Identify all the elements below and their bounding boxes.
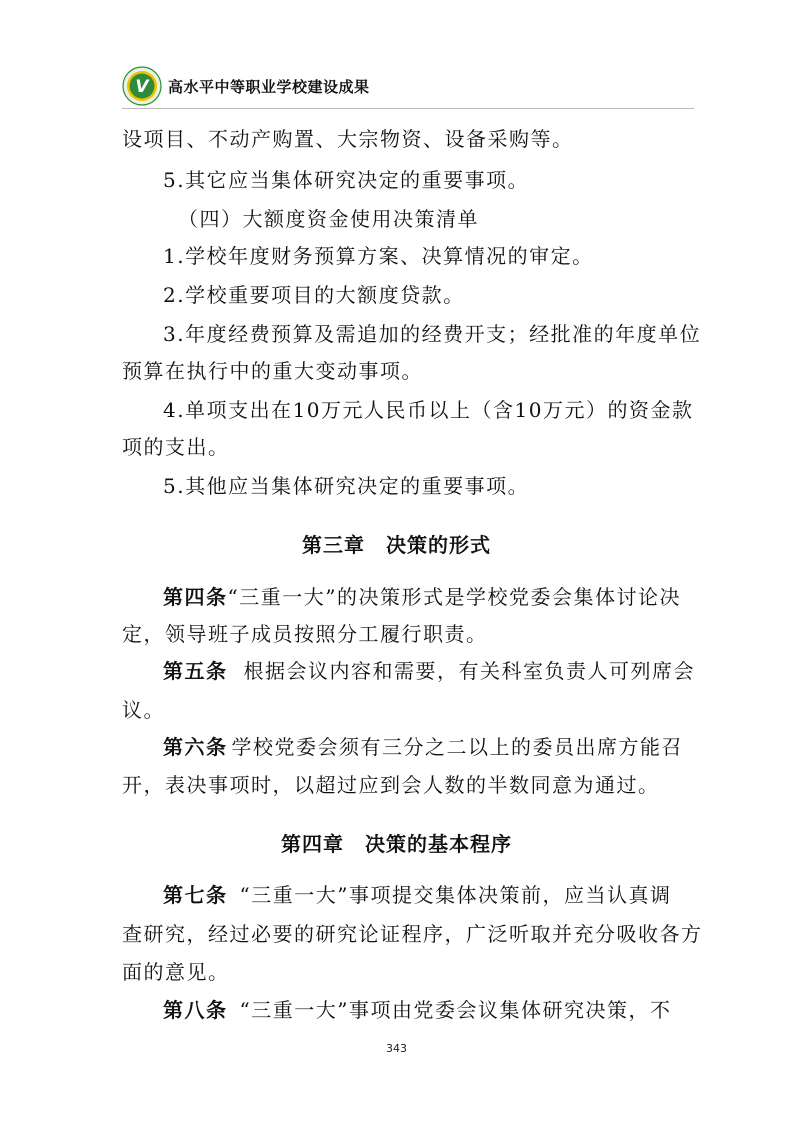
body-line: 查研究，经过必要的研究论证程序，广泛听取并充分吸收各方 (122, 922, 703, 946)
article-label: 第七条 (163, 883, 228, 907)
body-line: 议。 (122, 698, 165, 722)
body-line: 4.单项支出在10万元人民币以上（含10万元）的资金款 (163, 398, 694, 422)
body-line: 项的支出。 (122, 435, 230, 459)
body-line: 3.年度经费预算及需追加的经费开支；经批准的年度单位 (163, 322, 702, 346)
article-text: “三重一大”事项提交集体决策前，应当认真调 (239, 883, 672, 907)
chapter-title: 第三章 决策的形式 (302, 533, 491, 557)
body-line: 设项目、不动产购置、大宗物资、设备采购等。 (122, 127, 574, 151)
article-line (163, 733, 683, 761)
school-logo-icon (122, 66, 162, 106)
article-line (163, 657, 695, 685)
header-divider (122, 108, 694, 109)
body-line: 面的意见。 (122, 960, 230, 984)
article-label: 第四条 (163, 585, 228, 609)
article-line (163, 996, 671, 1024)
article-label: 第八条 (163, 998, 228, 1022)
body-line: 5.其它应当集体研究决定的重要事项。 (163, 168, 530, 192)
article-label: 第六条 (163, 735, 228, 759)
body-line: 2.学校重要项目的大额度贷款。 (163, 283, 465, 307)
chapter-title: 第四章 决策的基本程序 (281, 832, 512, 856)
article-text: “三重一大”事项由党委会议集体研究决策，不 (239, 998, 672, 1022)
logo-letter: V (135, 77, 149, 97)
page-number: 343 (386, 1042, 407, 1055)
body-line: 1.学校年度财务预算方案、决算情况的审定。 (163, 244, 594, 268)
article-text: 根据会议内容和需要，有关科室负责人可列席会 (243, 659, 695, 683)
header-title: 高水平中等职业学校建设成果 (168, 77, 370, 96)
body-line: 开，表决事项时，以超过应到会人数的半数同意为通过。 (122, 773, 660, 797)
body-line: 预算在执行中的重大变动事项。 (122, 359, 423, 383)
page-header (122, 64, 370, 108)
article-text: 学校党委会须有三分之二以上的委员出席方能召 (231, 735, 683, 759)
body-line: 定，领导班子成员按照分工履行职责。 (122, 622, 488, 646)
article-line (163, 583, 681, 611)
article-line (163, 881, 671, 909)
article-text: “三重一大”的决策形式是学校党委会集体讨论决 (227, 585, 681, 609)
section-heading: （四）大额度资金使用决策清单 (178, 207, 479, 231)
body-line: 5.其他应当集体研究决定的重要事项。 (163, 474, 530, 498)
article-label: 第五条 (163, 659, 228, 683)
